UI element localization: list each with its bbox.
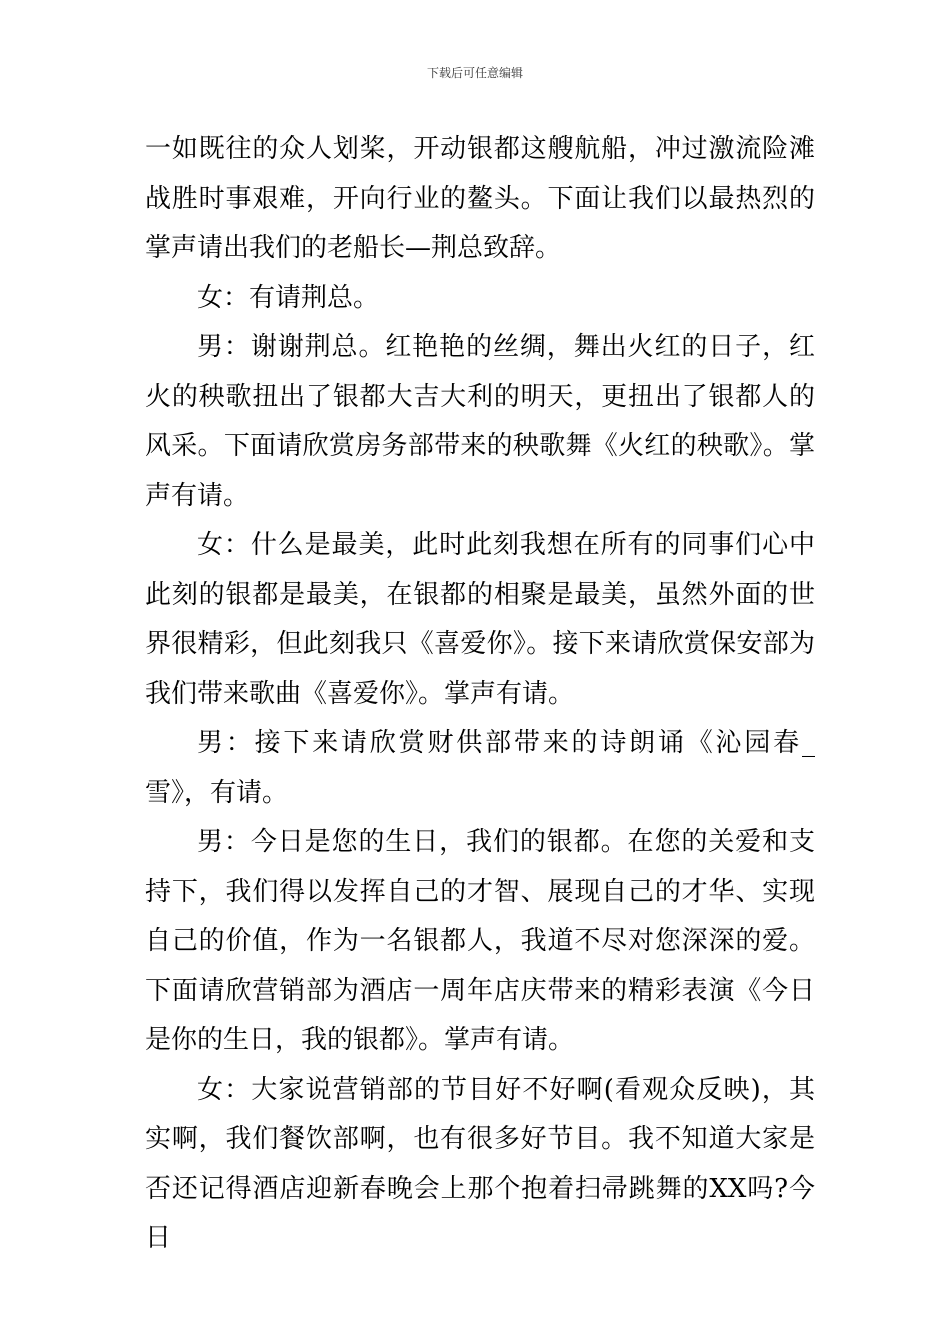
paragraph-7: 女：大家说营销部的节目好不好啊(看观众反映)，其实啊，我们餐饮部啊，也有很多好节目。我不知道大家是否还记得酒店迎新春晚会上那个抱着扫帚跳舞的XX吗?今日 — [145, 1074, 815, 1253]
paragraph-4: 女：什么是最美，此时此刻我想在所有的同事们心中此刻的银都是最美，在银都的相聚是最美，虽然外面的世界很精彩，但此刻我只《喜爱你》。接下来请欣赏保安部为我们带来歌曲《喜爱你》。掌声有请。 — [145, 530, 815, 709]
document-body — [145, 125, 815, 1264]
page-header: 下载后可任意编辑 — [426, 66, 523, 80]
paragraph-2: 女：有请荆总。 — [197, 282, 380, 313]
paragraph-5: 男：接下来请欣赏财供部带来的诗朗诵《沁园春_雪》，有请。 — [145, 728, 815, 808]
paragraph-6: 男：今日是您的生日，我们的银都。在您的关爱和支持下，我们得以发挥自己的才智、展现自己的才华、实现自己的价值，作为一名银都人，我道不尽对您深深的爱。下面请欣营销部为酒店一周年店庆带来的精彩表演《今日是你的生日，我的银都》。掌声有请。 — [145, 827, 815, 1055]
paragraph-3: 男：谢谢荆总。红艳艳的丝绸，舞出火红的日子，红火的秧歌扭出了银都大吉大利的明天，更扭出了银都人的风采。下面请欣赏房务部带来的秧歌舞《火红的秧歌》。掌声有请。 — [145, 332, 815, 511]
paragraph-1: 一如既往的众人划桨，开动银都这艘航船，冲过激流险滩战胜时事艰难，开向行业的鳌头。下面让我们以最热烈的掌声请出我们的老船长—荆总致辞。 — [145, 134, 815, 263]
